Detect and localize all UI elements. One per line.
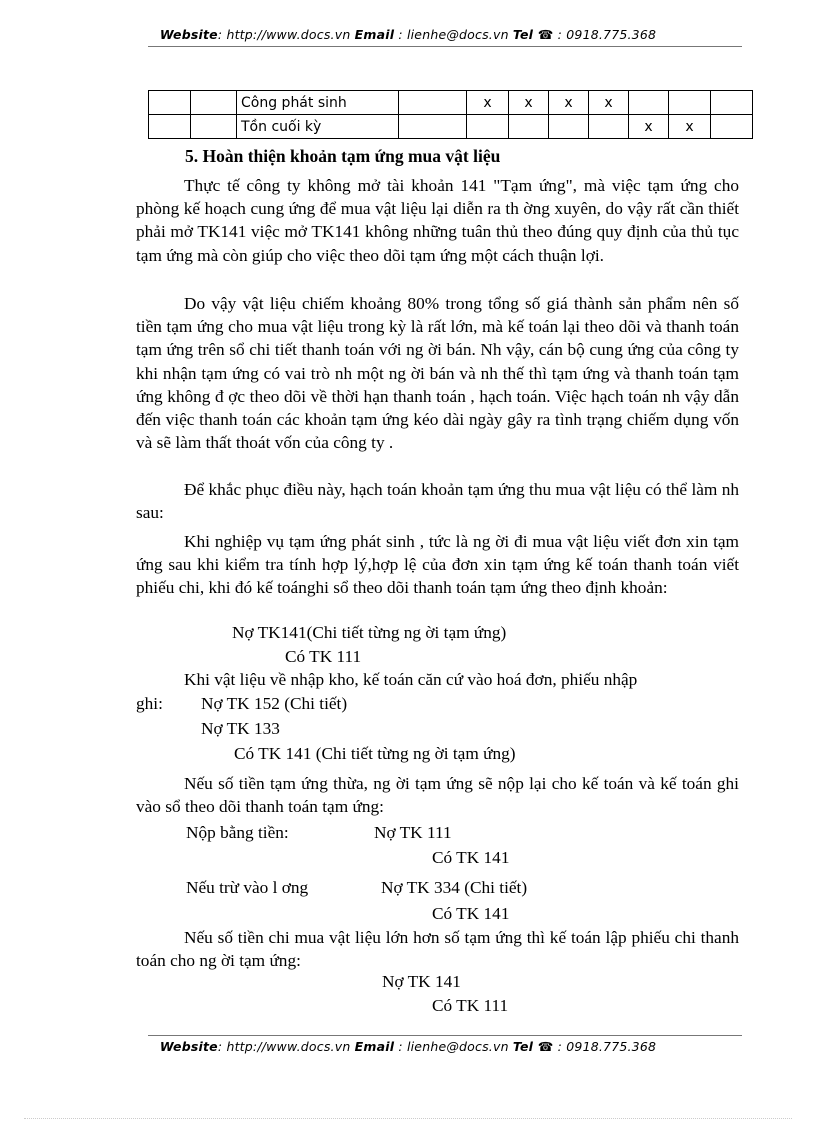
refund-cash-label: Nộp bằng tiền: bbox=[186, 823, 289, 842]
website-url[interactable]: : http://www.docs.vn bbox=[217, 1039, 355, 1054]
table-cell: x bbox=[509, 91, 549, 115]
paragraph-4: Khi nghiệp vụ tạm ứng phát sinh , tức là ng ời đi mua vật liệu viết đơn xin tạm ứng sau khi kiểm tra tính hợp lý,hợp lệ của đơn xin tạm ứng kế toán thanh toán viết phiếu chi, khi đó kế toánghi sổ theo dõi thanh toán tạm ứng theo định khoản: bbox=[136, 532, 739, 598]
website-label: Website bbox=[159, 1039, 218, 1054]
entry-credit-141: Có TK 141 (Chi tiết từng ng ời tạm ứng) bbox=[234, 744, 516, 763]
entry-debit-141-b: Nợ TK 141 bbox=[382, 972, 461, 991]
email-label: Email bbox=[354, 1039, 395, 1054]
table-cell bbox=[629, 91, 669, 115]
paragraph-6: Nếu số tiền tạm ứng thừa, ng ời tạm ứng sẽ nộp lại cho kế toán và kế toán ghi vào sổ theo dõi thanh toán tạm ứng: bbox=[136, 774, 739, 817]
website-url[interactable]: : http://www.docs.vn bbox=[217, 27, 355, 42]
entry-credit-141-c: Có TK 141 bbox=[432, 904, 510, 923]
table-cell bbox=[467, 115, 509, 139]
page-footer bbox=[0, 1039, 816, 1054]
email-address[interactable]: : lienhe@docs.vn bbox=[394, 27, 513, 42]
salary-deduction-label: Nếu trừ vào l ơng bbox=[186, 878, 309, 897]
paragraph-3: Để khắc phục điều này, hạch toán khoản tạm ứng thu mua vật liệu có thể làm nh sau: bbox=[136, 480, 739, 523]
header-rule bbox=[148, 46, 742, 47]
table-cell: x bbox=[629, 115, 669, 139]
table-cell: x bbox=[467, 91, 509, 115]
row-label: Tồn cuối kỳ bbox=[237, 115, 399, 139]
footer-rule bbox=[148, 1035, 742, 1036]
table-cell bbox=[669, 91, 711, 115]
entry-debit-111: Nợ TK 111 bbox=[374, 823, 452, 842]
phone-icon: ☎ bbox=[537, 1039, 554, 1054]
phone-icon: ☎ bbox=[537, 27, 554, 42]
tel-number: : 0918.775.368 bbox=[553, 27, 657, 42]
table-cell: x bbox=[589, 91, 629, 115]
page-header bbox=[0, 27, 816, 42]
entry-debit-141: Nợ TK141(Chi tiết từng ng ời tạm ứng) bbox=[232, 623, 507, 642]
entry-debit-334: Nợ TK 334 (Chi tiết) bbox=[381, 878, 528, 897]
tel-label: Tel bbox=[512, 27, 538, 42]
section-heading: 5. Hoàn thiện khoản tạm ứng mua vật liệu bbox=[185, 146, 501, 166]
email-label: Email bbox=[354, 27, 395, 42]
website-label: Website bbox=[159, 27, 218, 42]
table-cell bbox=[549, 115, 589, 139]
tel-label: Tel bbox=[512, 1039, 538, 1054]
paragraph-1: Thực tế công ty không mở tài khoản 141 "Tạm ứng", mà việc tạm ứng cho phòng kế hoạch cung ứng để mua vật liệu lại diễn ra th ờng xuyên, do vậy rất cần thiết phải mở TK141 việc mở TK141 không những tuân thủ theo đúng quy định của thủ tục tạm ứng mà còn giúp cho việc theo dõi tạm ứng một cách thuận lợi. bbox=[136, 176, 739, 265]
table-cell bbox=[589, 115, 629, 139]
entry-credit-111: Có TK 111 bbox=[285, 647, 362, 666]
paragraph-2: Do vậy vật liệu chiếm khoảng 80% trong tổng số giá thành sản phẩm nên số tiền tạm ứng cho mua vật liệu trong kỳ là rất lớn, mà kế toán lại theo dõi và thanh toán tạm ứng trên sổ chi tiết thanh toán với ng ời bán. Nh vậy, cán bộ cung ứng của công ty khi nhận tạm ứng có vai trò nh một ng ời bán và nh thế thì tạm ứng và thanh toán tạm ứng không đ ợc theo dõi về thời hạn thanh toán , hạch toán. Việc hạch toán nh vậy dẫn đến việc thanh toán các khoản tạm ứng kéo dài ngày gây ra tình trạng chiếm dụng vốn và sẽ làm thất thoát vốn của công ty . bbox=[136, 294, 739, 453]
table-cell: x bbox=[669, 115, 711, 139]
table-cell bbox=[509, 115, 549, 139]
table-cell: x bbox=[549, 91, 589, 115]
entry-credit-141-b: Có TK 141 bbox=[432, 848, 510, 867]
row-label: Công phát sinh bbox=[237, 91, 399, 115]
paragraph-5: Khi vật liệu về nhập kho, kế toán căn cứ vào hoá đơn, phiếu nhập bbox=[184, 670, 638, 689]
paragraph-5-ghi: ghi: bbox=[136, 694, 163, 713]
entry-debit-133: Nợ TK 133 bbox=[201, 719, 280, 738]
ledger-table bbox=[148, 90, 753, 139]
page-bottom-edge bbox=[24, 1118, 792, 1119]
tel-number: : 0918.775.368 bbox=[553, 1039, 657, 1054]
entry-debit-152: Nợ TK 152 (Chi tiết) bbox=[201, 694, 348, 713]
email-address[interactable]: : lienhe@docs.vn bbox=[394, 1039, 513, 1054]
table-row bbox=[149, 115, 753, 139]
entry-credit-111-b: Có TK 111 bbox=[432, 996, 509, 1015]
table-row bbox=[149, 91, 753, 115]
paragraph-7: Nếu số tiền chi mua vật liệu lớn hơn số tạm ứng thì kế toán lập phiếu chi thanh toán cho ng ời tạm ứng: bbox=[136, 928, 739, 971]
